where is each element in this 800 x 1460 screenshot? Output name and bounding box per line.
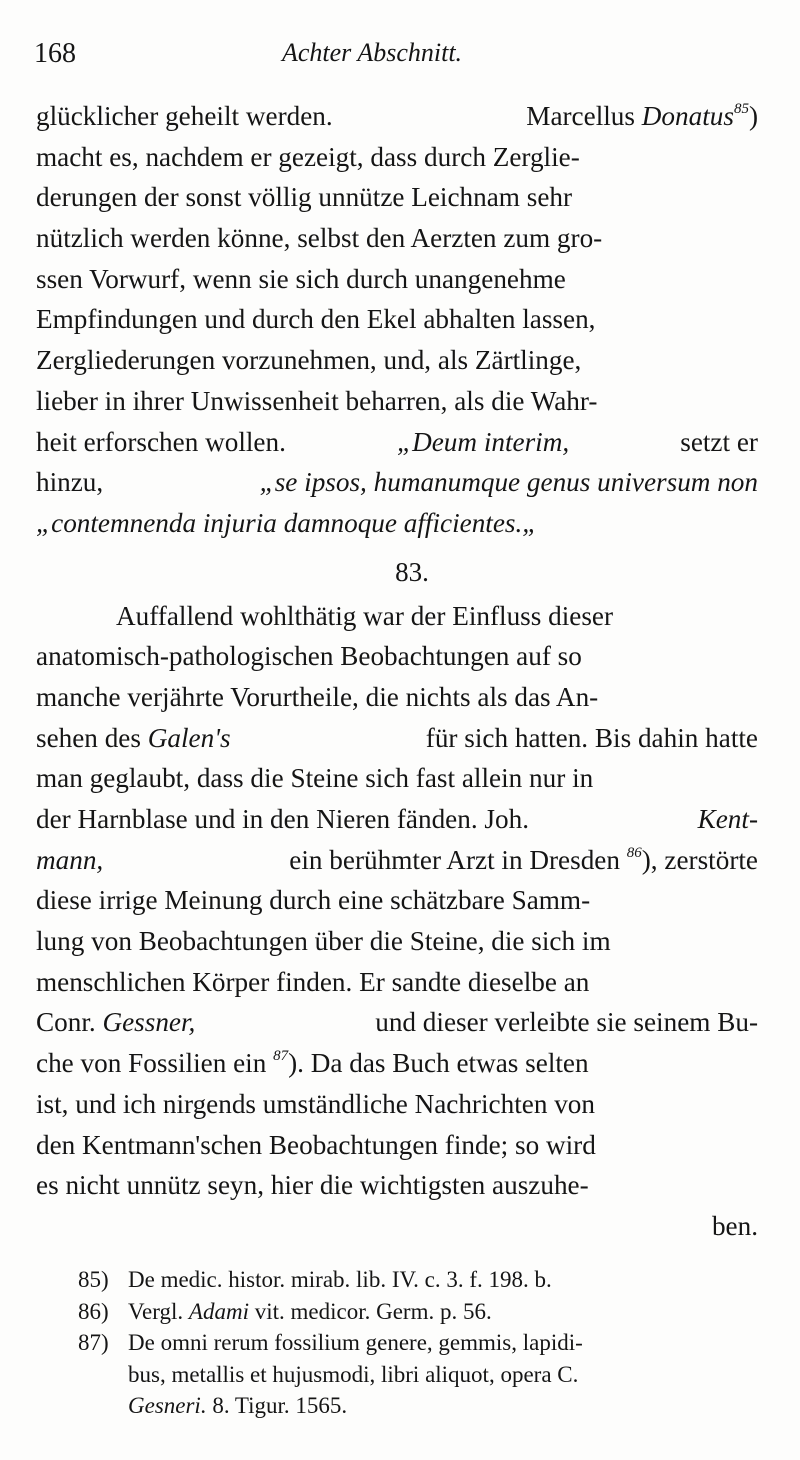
author-name: mann, [36, 844, 104, 875]
text-fragment: Zergliederungen vorzunehmen, und, als Zärtlinge, [36, 345, 582, 376]
text-fragment: sehen des [36, 722, 141, 753]
text-line [36, 1002, 758, 1043]
footnotes [78, 1264, 764, 1422]
text-fragment: und dieser verleibte sie seinem Bu- [375, 1007, 758, 1038]
text-line [36, 177, 758, 218]
text-fragment: man geglaubt, dass die Steine sich fast allein nur in [36, 763, 594, 794]
text-line [36, 840, 758, 881]
text-line [36, 422, 758, 463]
text-line [36, 718, 758, 759]
text-fragment: ist, und ich nirgends umständliche Nachrichten von [36, 1088, 595, 1119]
text-fragment: anatomisch-pathologischen Beobachtungen auf so [36, 641, 582, 672]
text-fragment: der Harnblase und in den Nieren fänden. Joh. [36, 804, 529, 834]
text-fragment: macht es, nachdem er gezeigt, dass durch Zerglie- [36, 141, 580, 172]
text-fragment: Conr. [36, 1007, 96, 1038]
author-name: Donatus [641, 101, 734, 131]
text-fragment: manche verjährte Vorurtheile, die nichts als das An- [36, 681, 599, 712]
footnote-text: De medic. histor. mirab. lib. IV. c. 3. f. 198. b. [128, 1267, 552, 1292]
text-line [36, 218, 758, 259]
footnote-number: 86) [78, 1298, 109, 1324]
text-fragment: derungen der sonst völlig unnütze Leichnam sehr [36, 182, 573, 213]
footnote-ref: 85 [733, 101, 749, 117]
text-line [36, 340, 758, 381]
text-fragment: nützlich werden könne, selbst den Aerzten zum gro- [36, 223, 603, 254]
text-line [36, 880, 758, 921]
author-name: Gesneri. [128, 1393, 207, 1418]
text-fragment: diese irrige Meinung durch eine schätzbare Samm- [36, 885, 591, 916]
text-line [36, 1165, 758, 1206]
text-line [36, 96, 758, 137]
text-fragment: den Kentmann'schen Beobachtungen finde; so wird [36, 1129, 596, 1160]
author-name: Adami [188, 1298, 249, 1324]
body-text [36, 96, 758, 1247]
footnote-text [78, 1390, 764, 1422]
latin-quote: „se ipsos, humanumque genus universum non [259, 467, 758, 498]
latin-quote: „contemnenda injuria damnoque afficientes.„ [36, 507, 538, 538]
author-name: Galen's [147, 722, 231, 753]
text-line [36, 381, 758, 422]
footnote-number: 87) [78, 1330, 109, 1355]
text-fragment: Marcellus [526, 101, 635, 131]
text-fragment: che von Fossilien ein [36, 1048, 267, 1079]
text-fragment: ). Da das Buch etwas selten [288, 1048, 589, 1079]
text-line [36, 137, 758, 178]
text-fragment: glücklicher geheilt werden. [36, 101, 333, 131]
text-fragment: 8. Tigur. 1565. [212, 1393, 348, 1418]
text-line [36, 1084, 758, 1125]
text-line [36, 921, 758, 962]
text-line [36, 1043, 758, 1084]
author-name: Kent- [697, 804, 758, 834]
text-fragment: setzt er [680, 426, 758, 457]
footnote-text: bus, metallis et hujusmodi, libri aliquot, opera C. [128, 1361, 579, 1387]
text-fragment: vit. medicor. Germ. p. 56. [254, 1298, 492, 1324]
text-line [36, 259, 758, 300]
text-line [36, 677, 758, 718]
footnote-ref: 86 [626, 844, 642, 861]
text-fragment: menschlichen Körper finden. Er sandte dieselbe an [36, 966, 590, 997]
text-fragment: Vergl. [128, 1298, 184, 1324]
text-line [36, 462, 758, 503]
page-header [34, 38, 760, 78]
author-name: Gessner, [102, 1007, 196, 1038]
text-fragment: es nicht unnütz seyn, hier die wichtigsten auszuhe- [36, 1170, 589, 1201]
footnote-87 [78, 1327, 764, 1359]
text-fragment: ein berühmter Arzt in Dresden [289, 844, 620, 875]
text-line [36, 758, 758, 799]
section-number: 83. [395, 556, 429, 587]
text-line [36, 503, 758, 544]
text-fragment: lieber in ihrer Unwissenheit beharren, als die Wahr- [36, 385, 598, 416]
text-fragment: für sich hatten. Bis dahin hatte [425, 722, 758, 753]
text-fragment [526, 96, 758, 137]
text-fragment: ), zerstörte [641, 844, 758, 875]
footnote-text [128, 1296, 764, 1328]
text-line [36, 1125, 758, 1166]
text-line [36, 799, 758, 840]
text-fragment: heit erforschen wollen. [36, 426, 286, 457]
footnote-85 [78, 1264, 764, 1296]
text-fragment [36, 1002, 195, 1043]
text-line [36, 299, 758, 340]
footnote-ref: 87 [273, 1048, 289, 1065]
page-number: 168 [34, 38, 76, 69]
running-head: Achter Abschnitt. [282, 38, 463, 67]
text-fragment: ) [748, 101, 758, 131]
footnote-number: 85) [78, 1267, 109, 1292]
footnote-86 [78, 1296, 764, 1328]
text-fragment: lung von Beobachtungen über die Steine, die sich im [36, 926, 611, 957]
text-fragment [36, 718, 231, 759]
latin-quote: „Deum interim, [396, 426, 570, 457]
text-fragment: Auffallend wohlthätig war der Einfluss dieser [116, 600, 614, 631]
text-line [36, 596, 758, 637]
text-fragment [289, 840, 758, 881]
text-line [36, 636, 758, 677]
text-fragment: ben. [711, 1210, 758, 1241]
text-fragment: ssen Vorwurf, wenn sie sich durch unangenehme [36, 263, 566, 294]
text-fragment: Empfindungen und durch den Ekel abhalten lassen, [36, 304, 596, 335]
footnote-text: De omni rerum fossilium genere, gemmis, lapidi- [128, 1330, 583, 1355]
text-fragment: hinzu, [36, 467, 104, 498]
text-fragment [36, 1043, 589, 1084]
text-line [36, 962, 758, 1003]
text-line [36, 1206, 758, 1247]
